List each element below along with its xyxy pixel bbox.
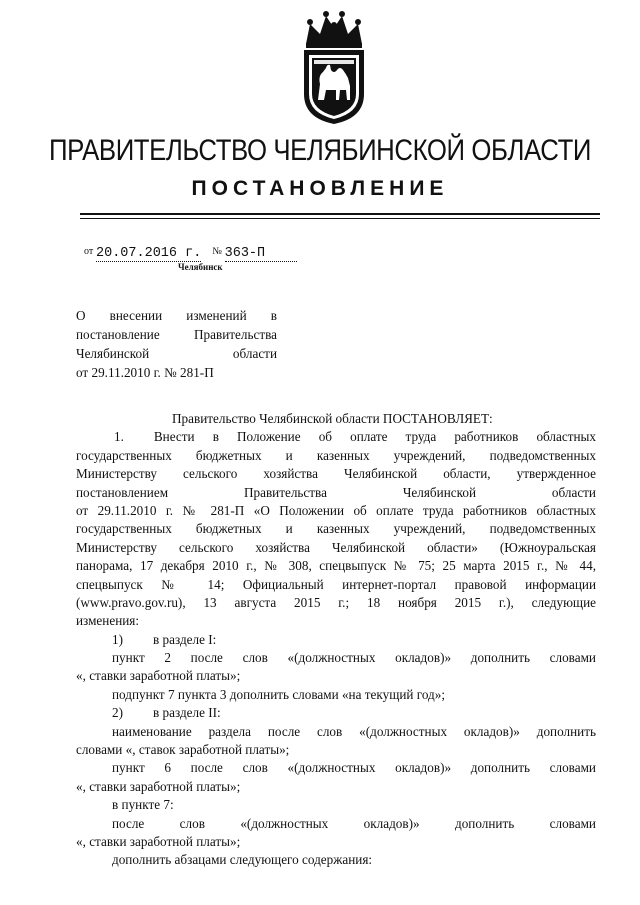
body-line: изменения: [76, 613, 140, 629]
city-label: Челябинск [178, 262, 223, 272]
resolution-intro: Правительство Челябинской области ПОСТАНОВЛЯЕТ: [172, 411, 493, 426]
body-line: постановлением Правительства Челябинской области [76, 484, 596, 500]
list-item-text: в разделе I: [153, 631, 217, 647]
body-line: Внести в Положение об оплате труда работников областных [153, 429, 596, 445]
subject-line: Челябинской области [76, 346, 277, 361]
body-line: Министерству сельского хозяйства Челябинской области» (Южноуральская [76, 539, 596, 555]
body-line: государственных бюджетных и казенных учреждений, подведомственных [76, 447, 596, 463]
list-item-2 [76, 704, 596, 722]
paragraph-1-first-line [76, 428, 596, 446]
body-line: подпункт 7 пункта 3 дополнить словами «на текущий год»; [112, 686, 446, 702]
paragraph-number: 1. [114, 429, 124, 445]
coat-of-arms-icon [296, 10, 372, 126]
date-number-row [84, 246, 297, 262]
body-line: «, ставки заработной платы»; [76, 778, 241, 794]
number-label: № [212, 246, 222, 257]
date-label: от [84, 246, 94, 257]
list-item-number: 2) [112, 705, 123, 721]
government-title: ПРАВИТЕЛЬСТВО ЧЕЛЯБИНСКОЙ ОБЛАСТИ [48, 134, 592, 167]
body-line: панорама, 17 декабря 2010 г., № 308, спецвыпуск № 75; 25 марта 2015 г., № 44, [76, 558, 596, 574]
body-line: Министерству сельского хозяйства Челябинской области, утвержденное [76, 466, 596, 482]
list-item-number: 1) [112, 631, 123, 647]
subject-line: от 29.11.2010 г. № 281-П [76, 365, 214, 380]
body-line: «, ставки заработной платы»; [76, 833, 241, 849]
body-line: словами «, ставок заработной платы»; [76, 742, 290, 758]
document-type: ПОСТАНОВЛЕНИЕ [191, 177, 449, 200]
document-number: 363-П [224, 246, 266, 261]
body-line: пункт 2 после слов «(должностных окладов)» дополнить словами [112, 650, 596, 666]
document-body [76, 410, 596, 870]
body-line: «, ставки заработной платы»; [76, 668, 241, 684]
body-line: в пункте 7: [112, 797, 174, 813]
body-line: дополнить абзацами следующего содержания: [112, 852, 373, 868]
header-divider [80, 213, 600, 215]
document-subject [76, 306, 277, 382]
subject-line: постановление Правительства [76, 327, 277, 342]
body-line: спецвыпуск № 14; Официальный интернет-портал правовой информации [76, 576, 596, 592]
header-divider-thin [80, 218, 600, 219]
subject-line: О внесении изменений в [76, 308, 277, 323]
body-line: наименование раздела после слов «(должностных окладов)» дополнить [112, 723, 596, 739]
body-line: пункт 6 после слов «(должностных окладов)» дополнить словами [112, 760, 596, 776]
list-item-1 [76, 631, 596, 649]
document-date: 20.07.2016 г. [96, 246, 202, 261]
body-line: государственных бюджетных и казенных учреждений, подведомственных [76, 521, 596, 537]
body-line: (www.pravo.gov.ru), 13 августа 2015 г.; 18 ноября 2015 г.), следующие [76, 594, 596, 610]
list-item-text: в разделе II: [153, 705, 221, 721]
body-line: от 29.11.2010 г. № 281-П «О Положении об оплате труда работников областных [76, 502, 596, 518]
body-line: после слов «(должностных окладов)» дополнить словами [112, 815, 596, 831]
